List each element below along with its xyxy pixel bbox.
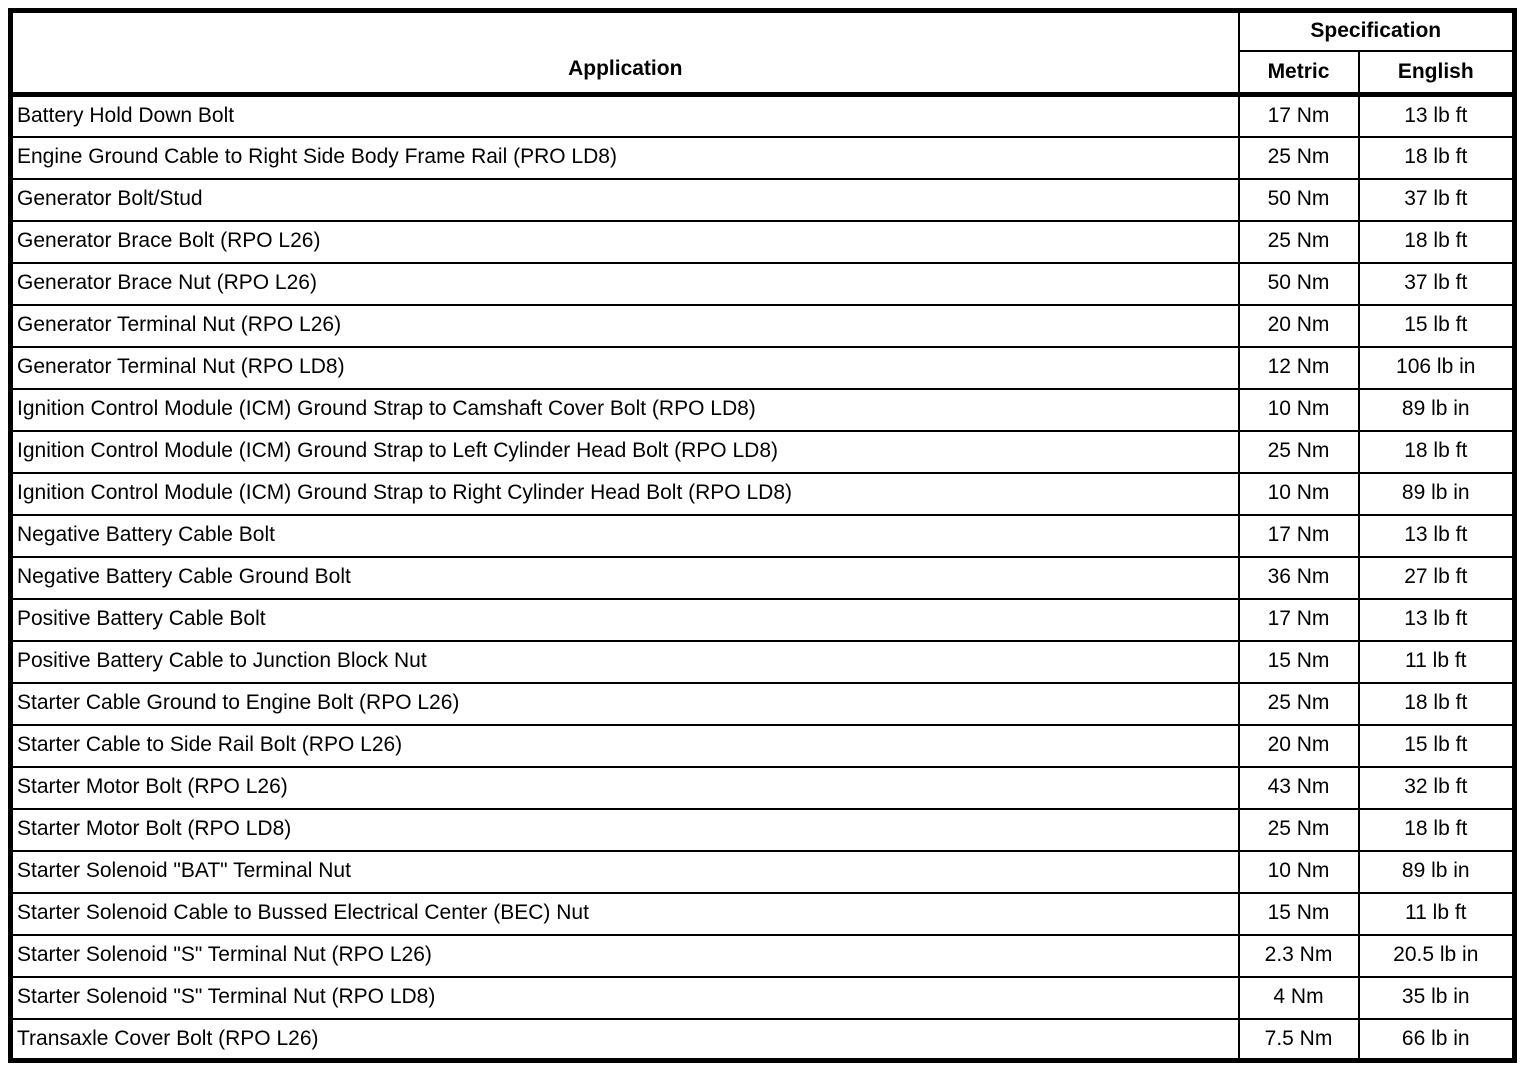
table-row — [11, 1019, 1515, 1061]
table-row — [11, 851, 1515, 893]
application-cell: Battery Hold Down Bolt — [11, 95, 1239, 137]
table-row — [11, 179, 1515, 221]
english-value-cell: 27 lb ft — [1359, 557, 1515, 599]
english-value-cell: 89 lb in — [1359, 389, 1515, 431]
metric-value-cell: 17 Nm — [1239, 515, 1359, 557]
application-cell: Starter Motor Bolt (RPO LD8) — [11, 809, 1239, 851]
metric-value-cell: 50 Nm — [1239, 263, 1359, 305]
english-value-cell: 66 lb in — [1359, 1019, 1515, 1061]
table-row — [11, 347, 1515, 389]
table-row — [11, 431, 1515, 473]
metric-value-cell: 2.3 Nm — [1239, 935, 1359, 977]
table-row — [11, 515, 1515, 557]
application-cell: Negative Battery Cable Ground Bolt — [11, 557, 1239, 599]
metric-value-cell: 17 Nm — [1239, 95, 1359, 137]
application-cell: Starter Cable Ground to Engine Bolt (RPO L26) — [11, 683, 1239, 725]
metric-value-cell: 4 Nm — [1239, 977, 1359, 1019]
table-row — [11, 809, 1515, 851]
application-column-header: Application — [11, 11, 1239, 95]
table-row — [11, 767, 1515, 809]
application-cell: Starter Motor Bolt (RPO L26) — [11, 767, 1239, 809]
english-value-cell: 37 lb ft — [1359, 263, 1515, 305]
english-value-cell: 18 lb ft — [1359, 137, 1515, 179]
table-row — [11, 473, 1515, 515]
application-cell: Negative Battery Cable Bolt — [11, 515, 1239, 557]
metric-value-cell: 20 Nm — [1239, 725, 1359, 767]
table-row — [11, 557, 1515, 599]
metric-value-cell: 10 Nm — [1239, 851, 1359, 893]
metric-value-cell: 25 Nm — [1239, 221, 1359, 263]
english-value-cell: 13 lb ft — [1359, 95, 1515, 137]
table-row — [11, 935, 1515, 977]
english-value-cell: 37 lb ft — [1359, 179, 1515, 221]
metric-value-cell: 25 Nm — [1239, 431, 1359, 473]
metric-value-cell: 50 Nm — [1239, 179, 1359, 221]
english-value-cell: 18 lb ft — [1359, 221, 1515, 263]
table-row — [11, 263, 1515, 305]
table-row — [11, 599, 1515, 641]
fastener-spec-table — [8, 8, 1517, 1063]
application-cell: Ignition Control Module (ICM) Ground Strap to Left Cylinder Head Bolt (RPO LD8) — [11, 431, 1239, 473]
metric-value-cell: 36 Nm — [1239, 557, 1359, 599]
table-row — [11, 95, 1515, 137]
table-header — [11, 11, 1515, 95]
application-cell: Ignition Control Module (ICM) Ground Strap to Camshaft Cover Bolt (RPO LD8) — [11, 389, 1239, 431]
application-cell: Starter Solenoid "BAT" Terminal Nut — [11, 851, 1239, 893]
english-value-cell: 106 lb in — [1359, 347, 1515, 389]
application-cell: Generator Bolt/Stud — [11, 179, 1239, 221]
table-row — [11, 221, 1515, 263]
english-value-cell: 35 lb in — [1359, 977, 1515, 1019]
application-cell: Generator Terminal Nut (RPO L26) — [11, 305, 1239, 347]
english-value-cell: 15 lb ft — [1359, 305, 1515, 347]
application-cell: Starter Solenoid "S" Terminal Nut (RPO L26) — [11, 935, 1239, 977]
metric-value-cell: 10 Nm — [1239, 389, 1359, 431]
application-cell: Positive Battery Cable to Junction Block Nut — [11, 641, 1239, 683]
english-value-cell: 15 lb ft — [1359, 725, 1515, 767]
application-cell: Generator Terminal Nut (RPO LD8) — [11, 347, 1239, 389]
metric-value-cell: 25 Nm — [1239, 137, 1359, 179]
table-row — [11, 389, 1515, 431]
application-cell: Generator Brace Bolt (RPO L26) — [11, 221, 1239, 263]
english-value-cell: 11 lb ft — [1359, 641, 1515, 683]
metric-value-cell: 15 Nm — [1239, 641, 1359, 683]
application-cell: Generator Brace Nut (RPO L26) — [11, 263, 1239, 305]
table-row — [11, 893, 1515, 935]
application-cell: Positive Battery Cable Bolt — [11, 599, 1239, 641]
metric-value-cell: 20 Nm — [1239, 305, 1359, 347]
english-value-cell: 89 lb in — [1359, 473, 1515, 515]
table-row — [11, 725, 1515, 767]
english-column-header: English — [1359, 51, 1515, 95]
english-value-cell: 13 lb ft — [1359, 599, 1515, 641]
english-value-cell: 11 lb ft — [1359, 893, 1515, 935]
metric-column-header: Metric — [1239, 51, 1359, 95]
metric-value-cell: 10 Nm — [1239, 473, 1359, 515]
metric-value-cell: 25 Nm — [1239, 683, 1359, 725]
english-value-cell: 18 lb ft — [1359, 683, 1515, 725]
english-value-cell: 32 lb ft — [1359, 767, 1515, 809]
table-row — [11, 977, 1515, 1019]
metric-value-cell: 17 Nm — [1239, 599, 1359, 641]
application-cell: Starter Cable to Side Rail Bolt (RPO L26) — [11, 725, 1239, 767]
english-value-cell: 18 lb ft — [1359, 431, 1515, 473]
application-cell: Ignition Control Module (ICM) Ground Strap to Right Cylinder Head Bolt (RPO LD8) — [11, 473, 1239, 515]
english-value-cell: 13 lb ft — [1359, 515, 1515, 557]
metric-value-cell: 15 Nm — [1239, 893, 1359, 935]
metric-value-cell: 7.5 Nm — [1239, 1019, 1359, 1061]
application-cell: Engine Ground Cable to Right Side Body Frame Rail (PRO LD8) — [11, 137, 1239, 179]
english-value-cell: 18 lb ft — [1359, 809, 1515, 851]
metric-value-cell: 12 Nm — [1239, 347, 1359, 389]
table-body — [11, 95, 1515, 1061]
application-cell: Starter Solenoid Cable to Bussed Electrical Center (BEC) Nut — [11, 893, 1239, 935]
metric-value-cell: 25 Nm — [1239, 809, 1359, 851]
table-row — [11, 305, 1515, 347]
english-value-cell: 89 lb in — [1359, 851, 1515, 893]
table-row — [11, 641, 1515, 683]
english-value-cell: 20.5 lb in — [1359, 935, 1515, 977]
table-row — [11, 137, 1515, 179]
table-row — [11, 683, 1515, 725]
metric-value-cell: 43 Nm — [1239, 767, 1359, 809]
specification-column-group-header: Specification — [1239, 11, 1515, 51]
application-cell: Starter Solenoid "S" Terminal Nut (RPO LD8) — [11, 977, 1239, 1019]
application-cell: Transaxle Cover Bolt (RPO L26) — [11, 1019, 1239, 1061]
